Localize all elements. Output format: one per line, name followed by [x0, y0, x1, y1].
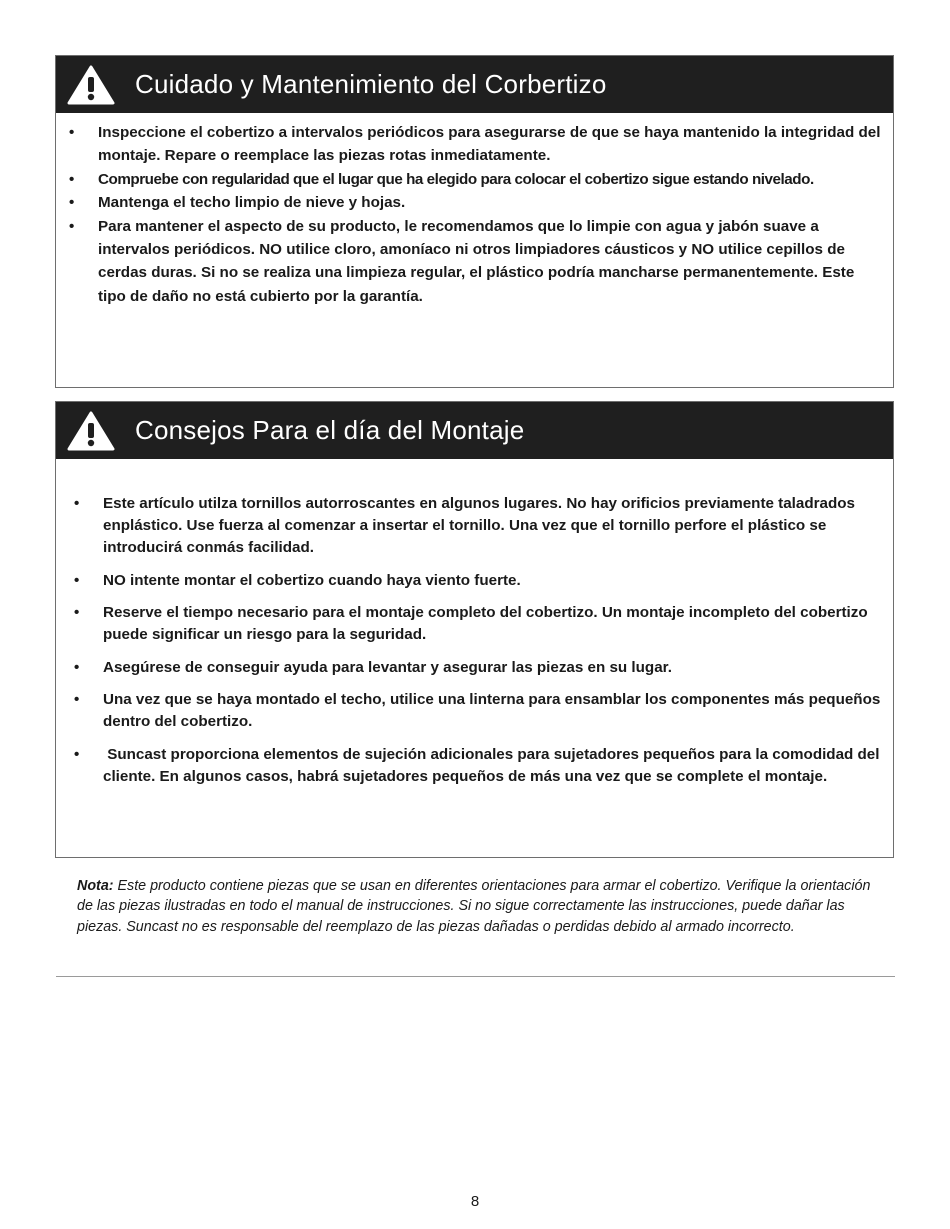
- list-item: • Suncast proporciona elementos de sujeción adicionales para sujetadores pequeños para la comodidad del cliente. En algunos casos, habrá sujetadores pequeños de más una vez que se complete el montaje.: [74, 745, 884, 785]
- list-item: • Inspeccione el cobertizo a intervalos periódicos para asegurarse de que se haya mantenido la integridad del montaje. Repare o reemplace las piezas rotas inmediatamente.: [69, 124, 881, 165]
- assembly-tips-section: [55, 401, 894, 858]
- care-section-header: [56, 56, 893, 113]
- list-item: • Una vez que se haya montado el techo, utilice una linterna para ensamblar los componentes más pequeños dentro del cobertizo.: [74, 691, 881, 730]
- care-section-title: Cuidado y Mantenimiento del Corbertizo: [135, 69, 607, 99]
- warning-triangle-icon: [67, 65, 115, 105]
- assembly-note: [77, 876, 877, 937]
- list-item: • NO intente montar el cobertizo cuando haya viento fuerte.: [74, 571, 521, 589]
- tips-list: [56, 459, 893, 788]
- divider: [56, 976, 895, 977]
- tips-section-title: Consejos Para el día del Montaje: [135, 415, 525, 445]
- page-number: 8: [470, 1193, 480, 1210]
- warning-triangle-icon: [67, 411, 115, 451]
- note-text: Este producto contiene piezas que se usan en diferentes orientaciones para armar el cobertizo. Verifique la orientación de las piezas ilustradas en todo el manual de instrucciones. Si no sigue correctamente las instrucciones, puede dañar las piezas. Suncast no es responsable del reemplazo de las piezas dañadas o perdidas debido al armado incorrecto.: [77, 878, 871, 935]
- list-item: • Mantenga el techo limpio de nieve y hojas.: [69, 194, 406, 212]
- care-maintenance-section: [55, 55, 894, 388]
- care-list: [56, 113, 893, 308]
- list-item: • Asegúrese de conseguir ayuda para levantar y asegurar las piezas en su lugar.: [74, 658, 672, 676]
- note-label: Nota:: [77, 878, 114, 894]
- list-item: • Este artículo utilza tornillos autorroscantes en algunos lugares. No hay orificios previamente taladrados enplástico. Use fuerza al comenzar a insertar el tornillo. Una vez que el tornillo perfore el plástico se introducirá conmás facilidad.: [74, 495, 855, 556]
- list-item: • Reserve el tiempo necesario para el montaje completo del cobertizo. Un montaje incompleto del cobertizo puede significar un riesgo para la seguridad.: [74, 604, 868, 643]
- tips-section-header: [56, 402, 893, 459]
- list-item: • Para mantener el aspecto de su producto, le recomendamos que lo limpie con agua y jabón suave a intervalos periódicos. NO utilice cloro, amoníaco ni otros limpiadores cáusticos y NO utilice cepillos de cerdas duras. Si no se realiza una limpieza regular, el plástico podría mancharse permanentemente. Este tipo de daño no está cubierto por la garantía.: [69, 217, 855, 305]
- list-item: • Compruebe con regularidad que el lugar que ha elegido para colocar el cobertizo sigue estando nivelado.: [69, 170, 814, 188]
